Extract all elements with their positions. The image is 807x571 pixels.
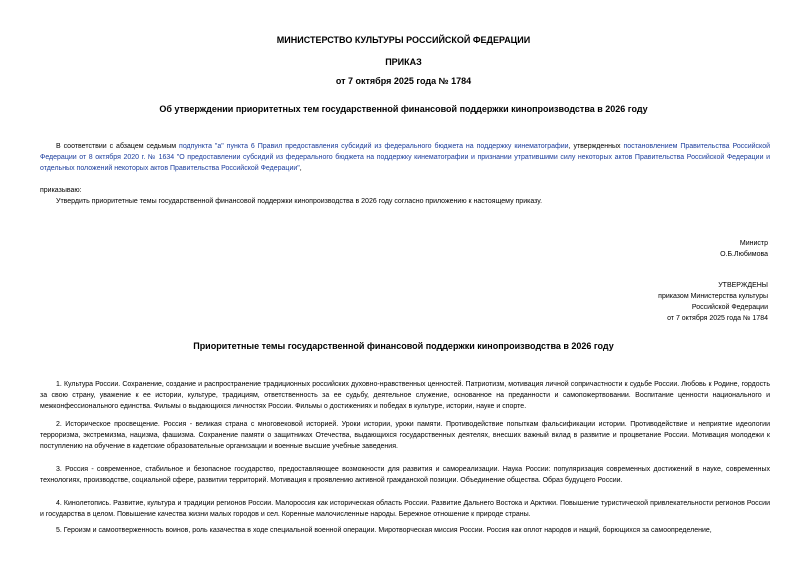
list-item: 3. Россия - современное, стабильное и безопасное государство, предоставляющее возможности для развития и самореализации. Наука России: популяризация современных достижений в науке, современных технологиях, производстве, социальной сфере, развитии территорий. Мотивация к проявлению активной гражданской позиции. Объединение общества. Образ будущего России. <box>40 466 770 484</box>
approval-line-2: приказом Министерства культуры <box>658 293 768 300</box>
doc-title: Об утверждении приоритетных тем государственной финансовой поддержки кинопроизводства в 2026 году <box>159 104 648 114</box>
appendix-title: Приоритетные темы государственной финансовой поддержки кинопроизводства в 2026 году <box>193 341 614 351</box>
doc-date-number: от 7 октября 2025 года № 1784 <box>335 76 472 86</box>
order-word: приказываю: <box>40 187 82 194</box>
signature-position: Министр <box>739 240 768 247</box>
list-item: 4. Кинолетопись. Развитие, культура и традиции регионов России. Малороссия как историческая область России. Развитие Дальнего Востока и Арктики. Повышение туристической привлекательности регионов России и государства в целом. Повышение качества жизни малых городов и сел. Коренные малочисленные народы. Бережное отношение к природе страны. <box>40 500 770 518</box>
preamble-text-3: , <box>299 165 302 172</box>
resolution-link[interactable]: постановлением Правительства Российской Федерации от 8 октября 2020 г. № 1634 "О предоставлении субсидий из федерального бюджета на поддержку кинематографии и признании утратившими силу некоторых актов Правительства Российской Федерации и отдельных положений некоторых актов Правительства Российской Федерации" <box>40 143 770 172</box>
preamble-text-2: , утвержденных <box>568 143 624 150</box>
rules-link[interactable]: подпункта "а" пункта 6 Правил предоставления субсидий из федерального бюджета на поддержку кинематографии <box>179 143 569 150</box>
doc-type-heading: ПРИКАЗ <box>385 57 422 67</box>
ministry-heading: МИНИСТЕРСТВО КУЛЬТУРЫ РОССИЙСКОЙ ФЕДЕРАЦИИ <box>276 35 531 45</box>
list-item: 5. Героизм и самоотверженность воинов, роль казачества в ходе специальной военной операции. Миротворческая миссия России. Россия как оплот народов и наций, борющихся за самоопределение, <box>56 527 712 534</box>
preamble-text-1: В соответствии с абзацем седьмым <box>56 143 180 150</box>
list-item: 1. Культура России. Сохранение, создание и распространение традиционных российских духовно-нравственных ценностей. Патриотизм, мотивация личной сопричастности к судьбе России. Любовь к Родине, гордость за свою страну, уважение к ее истории, культуре, традициям, ответственность за ее судьбу, деятельное служение, основанное на преданности и самопожертвовании. Воспитание ценности национального и межконфессионального единства. Фильмы о выдающихся личностях России. Фильмы о достижениях и победах в культуре, истории, науке и спорте. <box>40 381 770 410</box>
approval-line-1: УТВЕРЖДЕНЫ <box>718 282 768 289</box>
approval-line-4: от 7 октября 2025 года № 1784 <box>667 315 768 322</box>
approval-line-3: Российской Федерации <box>691 304 768 311</box>
signature-name: О.Б.Любимова <box>720 251 768 258</box>
preamble-paragraph <box>40 141 770 174</box>
order-text: Утвердить приоритетные темы государственной финансовой поддержки кинопроизводства в 2026 году согласно приложению к настоящему приказу. <box>56 198 543 205</box>
list-item: 2. Историческое просвещение. Россия - великая страна с многовековой историей. Уроки истории, уроки памяти. Противодействие попыткам фальсификации истории. Противодействие и неприятие идеологии терроризма, экстремизма, нацизма, фашизма. Сохранение памяти о защитниках Отечества, выдающихся государственных деятелях, внесших важный вклад в развитие и процветание России. Мотивация молодежи к поступлению на обучение в кадетские образовательные организации и военные высшие учебные заведения. <box>40 421 770 450</box>
